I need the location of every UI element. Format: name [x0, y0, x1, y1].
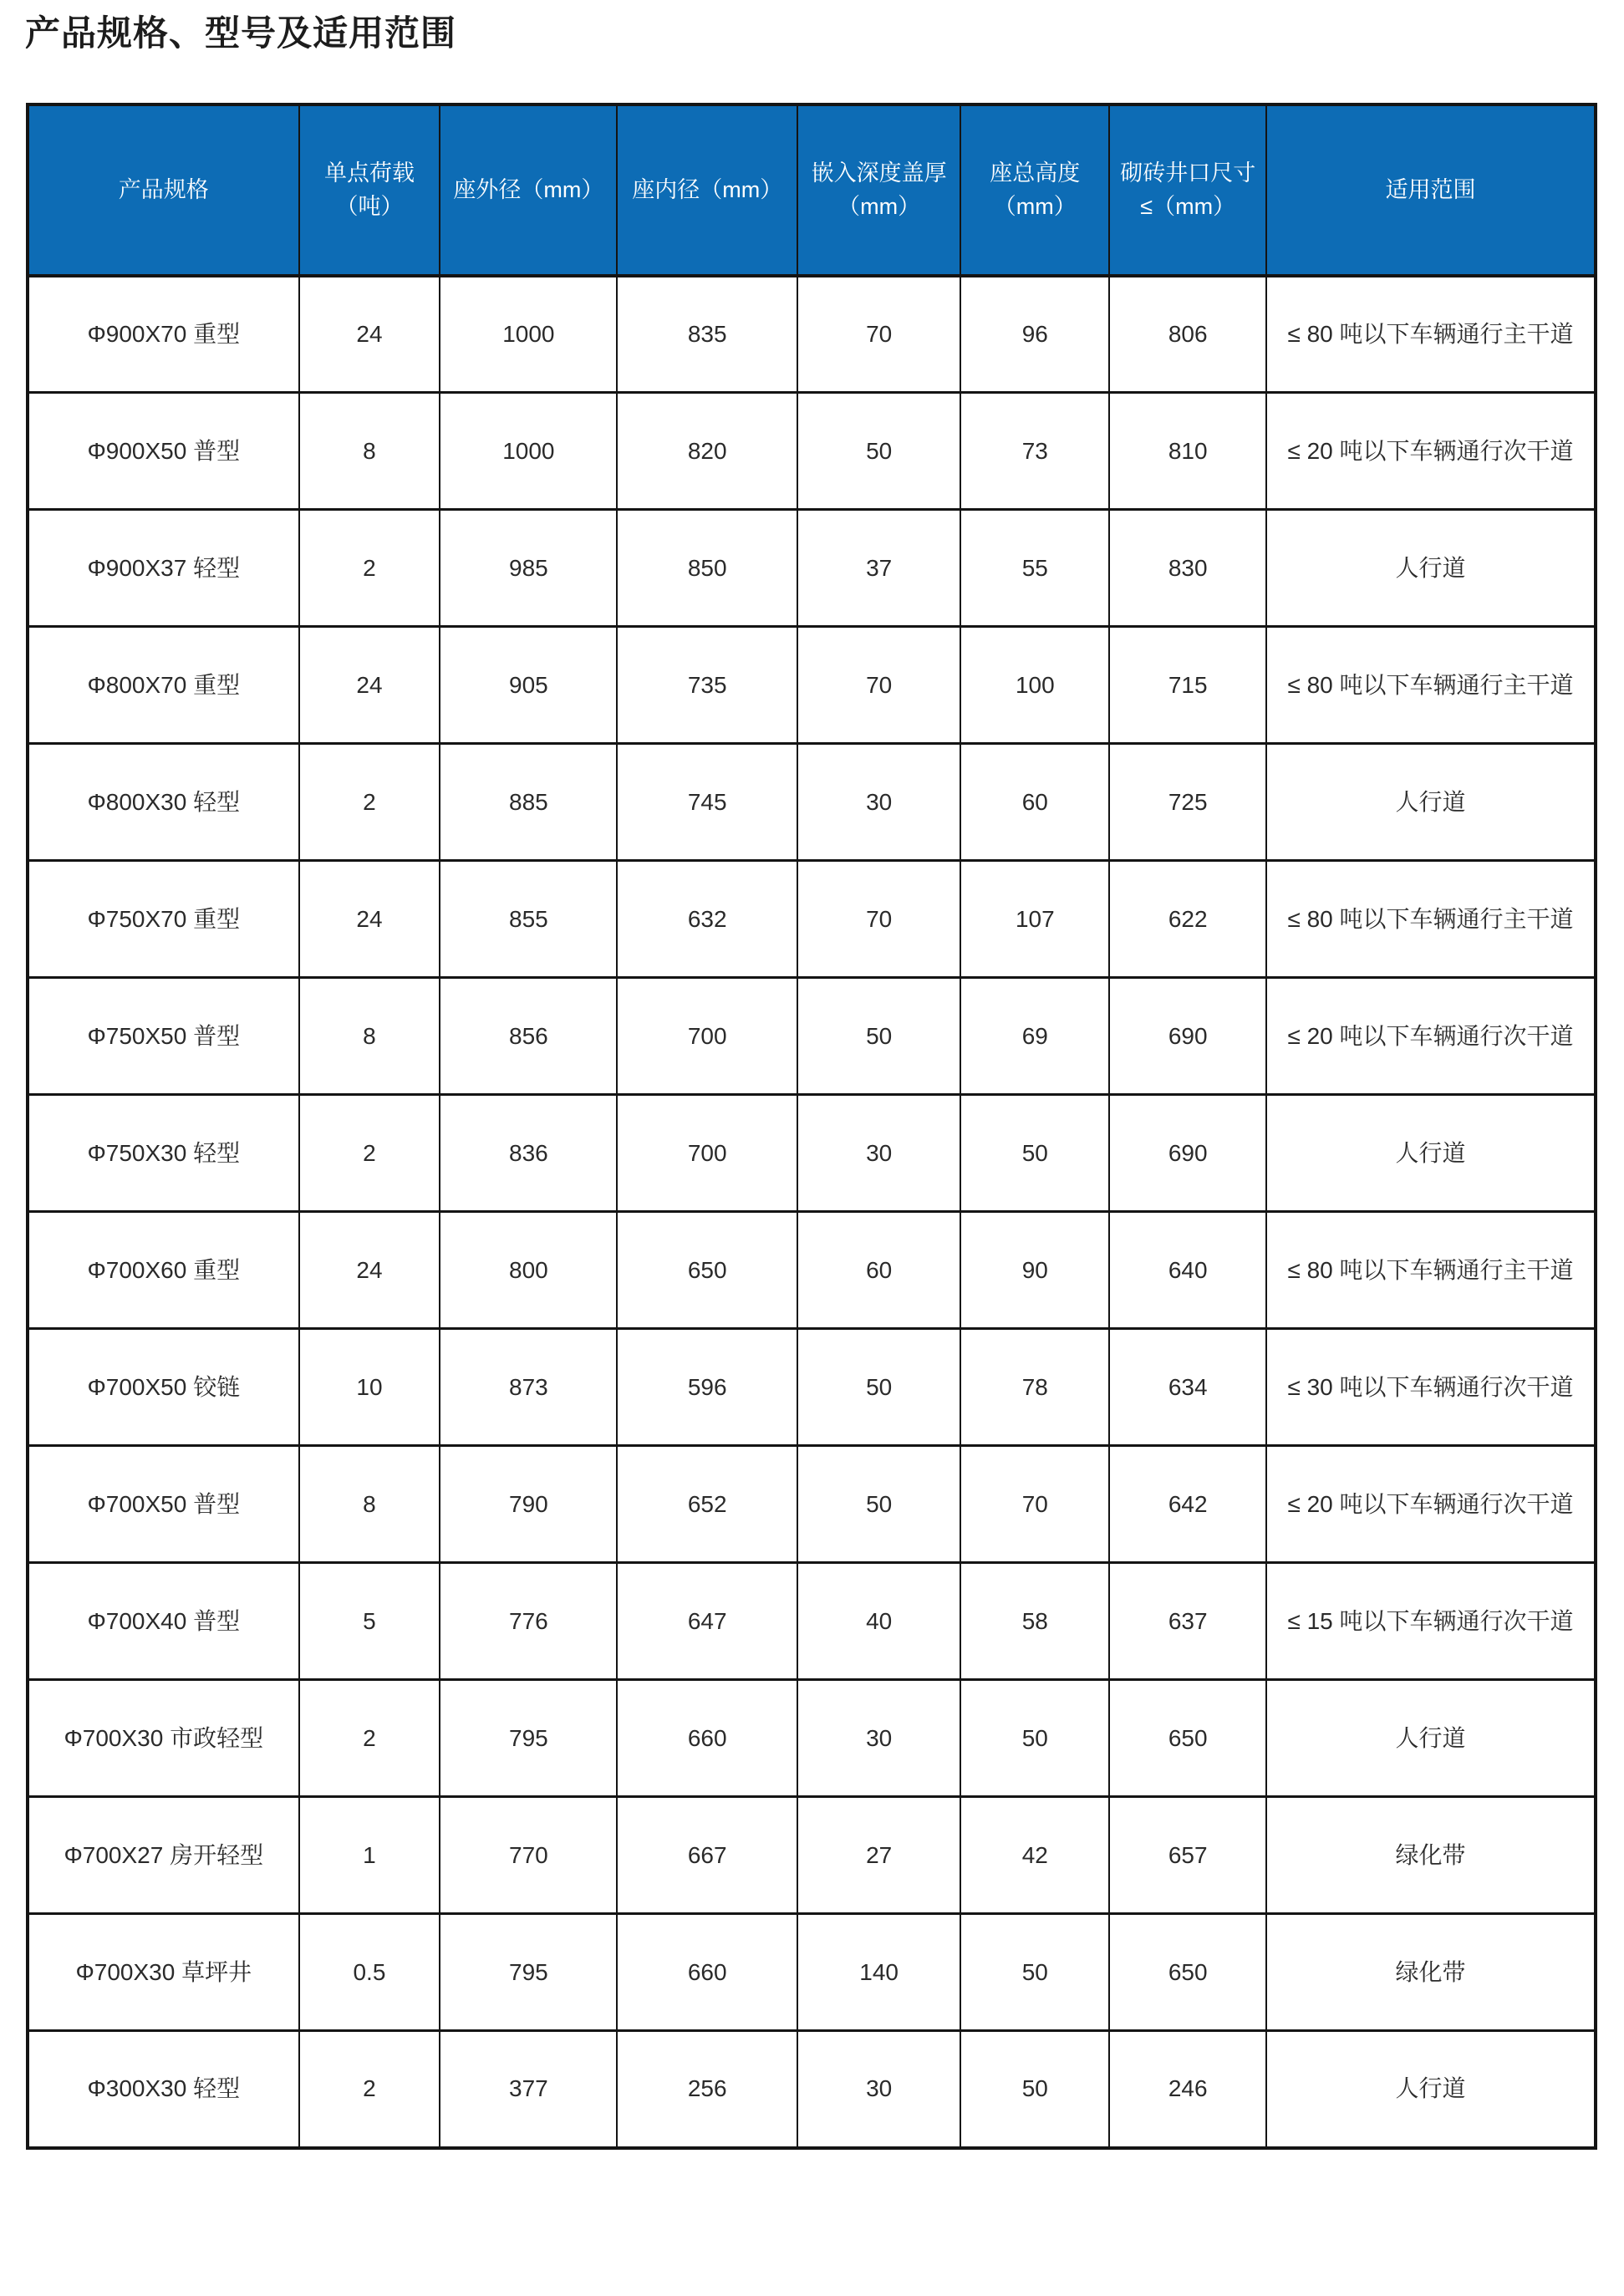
table-cell: 96	[960, 276, 1109, 393]
table-row	[28, 1563, 1596, 1680]
table-cell: Φ900X50 普型	[28, 393, 299, 510]
table-cell: 50	[797, 1446, 960, 1563]
table-cell: 820	[617, 393, 797, 510]
table-row	[28, 2031, 1596, 2148]
table-cell: ≤ 30 吨以下车辆通行次干道	[1266, 1329, 1596, 1446]
table-cell: 830	[1109, 510, 1266, 627]
table-cell: 37	[797, 510, 960, 627]
column-header-total-height: 座总高度 （mm）	[960, 104, 1109, 276]
table-row	[28, 1914, 1596, 2031]
table-cell: Φ700X27 房开轻型	[28, 1797, 299, 1914]
column-header-point-load: 单点荷载 （吨）	[299, 104, 440, 276]
table-cell: 55	[960, 510, 1109, 627]
table-cell: 人行道	[1266, 510, 1596, 627]
table-cell: 806	[1109, 276, 1266, 393]
table-cell: 795	[440, 1914, 617, 2031]
table-row	[28, 393, 1596, 510]
table-cell: 100	[960, 627, 1109, 744]
column-header-spec: 产品规格	[28, 104, 299, 276]
table-cell: 246	[1109, 2031, 1266, 2148]
table-row	[28, 861, 1596, 978]
table-cell: 640	[1109, 1212, 1266, 1329]
table-cell: ≤ 80 吨以下车辆通行主干道	[1266, 1212, 1596, 1329]
table-cell: ≤ 80 吨以下车辆通行主干道	[1266, 627, 1596, 744]
table-cell: 10	[299, 1329, 440, 1446]
table-cell: 256	[617, 2031, 797, 2148]
table-row	[28, 510, 1596, 627]
table-cell: 140	[797, 1914, 960, 2031]
product-spec-table	[26, 103, 1597, 2150]
table-cell: 2	[299, 2031, 440, 2148]
table-cell: Φ800X70 重型	[28, 627, 299, 744]
table-cell: 8	[299, 1446, 440, 1563]
table-cell: 73	[960, 393, 1109, 510]
table-cell: 58	[960, 1563, 1109, 1680]
table-row	[28, 1797, 1596, 1914]
table-cell: Φ750X50 普型	[28, 978, 299, 1095]
table-cell: 650	[1109, 1914, 1266, 2031]
table-cell: Φ900X37 轻型	[28, 510, 299, 627]
table-cell: 850	[617, 510, 797, 627]
table-cell: 885	[440, 744, 617, 861]
table-cell: 650	[617, 1212, 797, 1329]
table-cell: 78	[960, 1329, 1109, 1446]
table-row	[28, 1680, 1596, 1797]
table-cell: 715	[1109, 627, 1266, 744]
table-cell: Φ700X60 重型	[28, 1212, 299, 1329]
table-row	[28, 978, 1596, 1095]
table-cell: 70	[797, 861, 960, 978]
table-cell: Φ750X70 重型	[28, 861, 299, 978]
table-cell: 836	[440, 1095, 617, 1212]
table-cell: 652	[617, 1446, 797, 1563]
table-cell: 人行道	[1266, 1095, 1596, 1212]
table-cell: 985	[440, 510, 617, 627]
table-cell: 776	[440, 1563, 617, 1680]
table-cell: 30	[797, 1095, 960, 1212]
table-cell: 377	[440, 2031, 617, 2148]
table-cell: 856	[440, 978, 617, 1095]
table-body	[28, 276, 1596, 2148]
table-cell: 660	[617, 1914, 797, 2031]
table-row	[28, 1446, 1596, 1563]
table-cell: 647	[617, 1563, 797, 1680]
table-cell: 50	[960, 1095, 1109, 1212]
table-cell: 绿化带	[1266, 1914, 1596, 2031]
table-cell: 642	[1109, 1446, 1266, 1563]
table-cell: 5	[299, 1563, 440, 1680]
table-cell: ≤ 20 吨以下车辆通行次干道	[1266, 1446, 1596, 1563]
table-cell: 90	[960, 1212, 1109, 1329]
table-row	[28, 1329, 1596, 1446]
table-cell: ≤ 80 吨以下车辆通行主干道	[1266, 861, 1596, 978]
table-cell: Φ700X50 普型	[28, 1446, 299, 1563]
table-cell: 790	[440, 1446, 617, 1563]
table-row	[28, 744, 1596, 861]
table-cell: Φ700X50 铰链	[28, 1329, 299, 1446]
table-cell: Φ700X30 草坪井	[28, 1914, 299, 2031]
table-cell: 人行道	[1266, 744, 1596, 861]
table-cell: 873	[440, 1329, 617, 1446]
table-cell: 770	[440, 1797, 617, 1914]
table-cell: 24	[299, 276, 440, 393]
table-cell: Φ800X30 轻型	[28, 744, 299, 861]
column-header-inner-dia: 座内径（mm）	[617, 104, 797, 276]
table-cell: 30	[797, 744, 960, 861]
table-cell: 835	[617, 276, 797, 393]
table-cell: 855	[440, 861, 617, 978]
table-cell: 2	[299, 1095, 440, 1212]
table-cell: 8	[299, 978, 440, 1095]
table-cell: Φ900X70 重型	[28, 276, 299, 393]
table-cell: 905	[440, 627, 617, 744]
table-cell: ≤ 20 吨以下车辆通行次干道	[1266, 978, 1596, 1095]
table-cell: 50	[960, 1914, 1109, 2031]
table-row	[28, 1095, 1596, 1212]
table-cell: 70	[797, 627, 960, 744]
column-header-embed-depth: 嵌入深度盖厚 （mm）	[797, 104, 960, 276]
table-cell: 70	[797, 276, 960, 393]
table-cell: ≤ 15 吨以下车辆通行次干道	[1266, 1563, 1596, 1680]
table-cell: Φ700X40 普型	[28, 1563, 299, 1680]
table-cell: 725	[1109, 744, 1266, 861]
page-title: 产品规格、型号及适用范围	[25, 13, 457, 53]
table-cell: 667	[617, 1797, 797, 1914]
column-header-outer-dia: 座外径（mm）	[440, 104, 617, 276]
table-cell: 2	[299, 510, 440, 627]
header-row	[28, 104, 1596, 276]
table-cell: 107	[960, 861, 1109, 978]
table-row	[28, 1212, 1596, 1329]
table-cell: 24	[299, 861, 440, 978]
table-cell: 8	[299, 393, 440, 510]
table-cell: 24	[299, 1212, 440, 1329]
table-cell: 人行道	[1266, 1680, 1596, 1797]
column-header-application: 适用范围	[1266, 104, 1596, 276]
table-cell: 622	[1109, 861, 1266, 978]
table-cell: 40	[797, 1563, 960, 1680]
table-cell: 60	[797, 1212, 960, 1329]
table-cell: 人行道	[1266, 2031, 1596, 2148]
table-cell: ≤ 80 吨以下车辆通行主干道	[1266, 276, 1596, 393]
table-cell: 657	[1109, 1797, 1266, 1914]
table-cell: 50	[797, 393, 960, 510]
table-cell: 1000	[440, 393, 617, 510]
table-row	[28, 276, 1596, 393]
table-cell: 735	[617, 627, 797, 744]
table-cell: 596	[617, 1329, 797, 1446]
table-cell: 632	[617, 861, 797, 978]
table-cell: 30	[797, 1680, 960, 1797]
table-cell: 2	[299, 744, 440, 861]
table-cell: 50	[960, 2031, 1109, 2148]
table-cell: 2	[299, 1680, 440, 1797]
table-cell: 690	[1109, 978, 1266, 1095]
table-cell: 0.5	[299, 1914, 440, 2031]
table-cell: 69	[960, 978, 1109, 1095]
table-cell: ≤ 20 吨以下车辆通行次干道	[1266, 393, 1596, 510]
table-cell: 27	[797, 1797, 960, 1914]
table-cell: 690	[1109, 1095, 1266, 1212]
table-cell: 42	[960, 1797, 1109, 1914]
table-cell: 700	[617, 978, 797, 1095]
column-header-brick-mouth: 砌砖井口尺寸 ≤（mm）	[1109, 104, 1266, 276]
table-cell: 660	[617, 1680, 797, 1797]
table-cell: 50	[797, 1329, 960, 1446]
table-cell: 绿化带	[1266, 1797, 1596, 1914]
table-cell: 50	[797, 978, 960, 1095]
table-cell: 700	[617, 1095, 797, 1212]
table-row	[28, 627, 1596, 744]
table-cell: 745	[617, 744, 797, 861]
table-cell: 810	[1109, 393, 1266, 510]
table-cell: 1000	[440, 276, 617, 393]
table-cell: 637	[1109, 1563, 1266, 1680]
table-cell: 634	[1109, 1329, 1266, 1446]
table-cell: 650	[1109, 1680, 1266, 1797]
table-cell: 800	[440, 1212, 617, 1329]
table-cell: 50	[960, 1680, 1109, 1797]
table-cell: Φ300X30 轻型	[28, 2031, 299, 2148]
table-cell: 60	[960, 744, 1109, 861]
table-cell: 70	[960, 1446, 1109, 1563]
table-cell: Φ750X30 轻型	[28, 1095, 299, 1212]
table-cell: Φ700X30 市政轻型	[28, 1680, 299, 1797]
table-cell: 30	[797, 2031, 960, 2148]
table-cell: 24	[299, 627, 440, 744]
table-cell: 795	[440, 1680, 617, 1797]
table-cell: 1	[299, 1797, 440, 1914]
